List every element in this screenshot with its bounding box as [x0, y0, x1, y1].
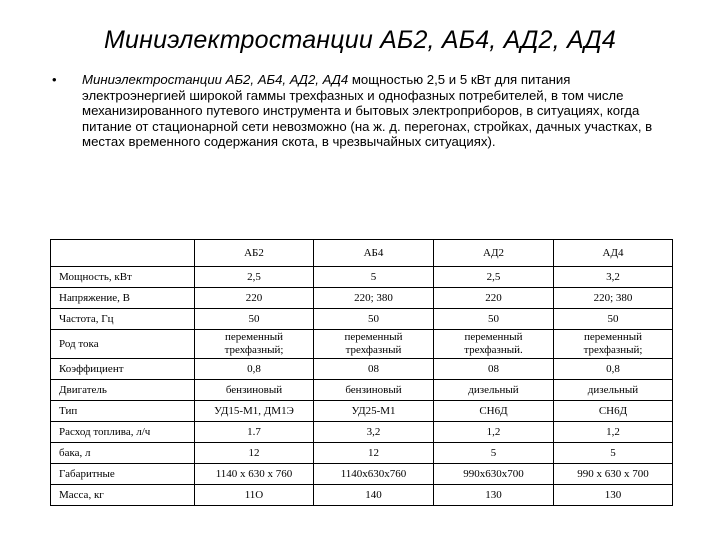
table-cell: 2,5 [434, 267, 554, 288]
row-label: Род тока [51, 330, 195, 359]
bullet-marker: • [52, 72, 57, 87]
row-label: Коэффициент [51, 359, 195, 380]
table-cell: 11О [195, 485, 314, 506]
table-cell: 1140х630х760 [314, 464, 434, 485]
table-row [51, 464, 673, 485]
table-cell: 140 [314, 485, 434, 506]
table-cell: 08 [434, 359, 554, 380]
table-cell: 0,8 [195, 359, 314, 380]
table-cell: 12 [195, 443, 314, 464]
table-header-cell: АД2 [434, 240, 554, 267]
table-cell: переменный трехфазный [314, 330, 434, 359]
row-label: Напряжение, В [51, 288, 195, 309]
table-cell: 3,2 [554, 267, 673, 288]
table-header-cell [51, 240, 195, 267]
table-cell: 3,2 [314, 422, 434, 443]
row-label: Габаритные [51, 464, 195, 485]
table-row [51, 288, 673, 309]
table-cell: 220; 380 [314, 288, 434, 309]
table-cell: 50 [314, 309, 434, 330]
table-cell: СН6Д [434, 401, 554, 422]
table-row [51, 267, 673, 288]
row-label: Тип [51, 401, 195, 422]
row-label: Масса, кг [51, 485, 195, 506]
table-cell: 220; 380 [554, 288, 673, 309]
table-cell: 5 [314, 267, 434, 288]
table-cell: 1,2 [554, 422, 673, 443]
row-label: Частота, Гц [51, 309, 195, 330]
specs-table [50, 239, 673, 506]
table-cell: 220 [195, 288, 314, 309]
table-header-cell: АД4 [554, 240, 673, 267]
table-row [51, 380, 673, 401]
table-cell: 08 [314, 359, 434, 380]
table-cell: 50 [554, 309, 673, 330]
table-header-cell: АБ2 [195, 240, 314, 267]
row-label: Мощность, кВт [51, 267, 195, 288]
table-cell: УД25-М1 [314, 401, 434, 422]
row-label: Расход топлива, л/ч [51, 422, 195, 443]
table-header-row [51, 240, 673, 267]
table-cell: 1140 х 630 х 760 [195, 464, 314, 485]
bullet-body-text: мощностью 2,5 и 5 кВт для питания электроэнергией широкой гаммы трехфазных и однофазных потребителей, в том числе механизированного путевого инструмента и бытовых электроприборов, в ситуациях, когда питание от стационарной сети невозможно (на ж. д. перегонах, стройках, дачных участках, в местах временного содержания скота, в чрезвычайных ситуациях). [82, 72, 653, 150]
table-row [51, 359, 673, 380]
table-cell: 130 [554, 485, 673, 506]
table-cell: 5 [434, 443, 554, 464]
table-cell: переменный трехфазный; [554, 330, 673, 359]
table-cell: 0,8 [554, 359, 673, 380]
table-cell: 50 [195, 309, 314, 330]
table-cell: 990х630х700 [434, 464, 554, 485]
table-cell: переменный трехфазный; [195, 330, 314, 359]
table-cell: УД15-М1, ДМ1Э [195, 401, 314, 422]
table-cell: 130 [434, 485, 554, 506]
table-cell: СН6Д [554, 401, 673, 422]
table-row [51, 330, 673, 359]
slide-title: Миниэлектростанции АБ2, АБ4, АД2, АД4 [103, 26, 617, 54]
table-cell: 12 [314, 443, 434, 464]
table-cell: бензиновый [314, 380, 434, 401]
row-label: Двигатель [51, 380, 195, 401]
bullet-text [82, 72, 667, 150]
table-cell: переменный трехфазный. [434, 330, 554, 359]
table-cell: 50 [434, 309, 554, 330]
table-row [51, 309, 673, 330]
table-cell: 5 [554, 443, 673, 464]
table-cell: бензиновый [195, 380, 314, 401]
table-cell: дизельный [434, 380, 554, 401]
table-row [51, 485, 673, 506]
bullet-lead-text: Миниэлектростанции АБ2, АБ4, АД2, АД4 [82, 72, 349, 87]
table-cell: 220 [434, 288, 554, 309]
table-cell: 1.7 [195, 422, 314, 443]
table-cell: 990 х 630 х 700 [554, 464, 673, 485]
table-cell: 1,2 [434, 422, 554, 443]
table-cell: 2,5 [195, 267, 314, 288]
table-header-cell: АБ4 [314, 240, 434, 267]
table-row [51, 422, 673, 443]
table-row [51, 401, 673, 422]
table-cell: дизельный [554, 380, 673, 401]
table-row [51, 443, 673, 464]
row-label: бака, л [51, 443, 195, 464]
